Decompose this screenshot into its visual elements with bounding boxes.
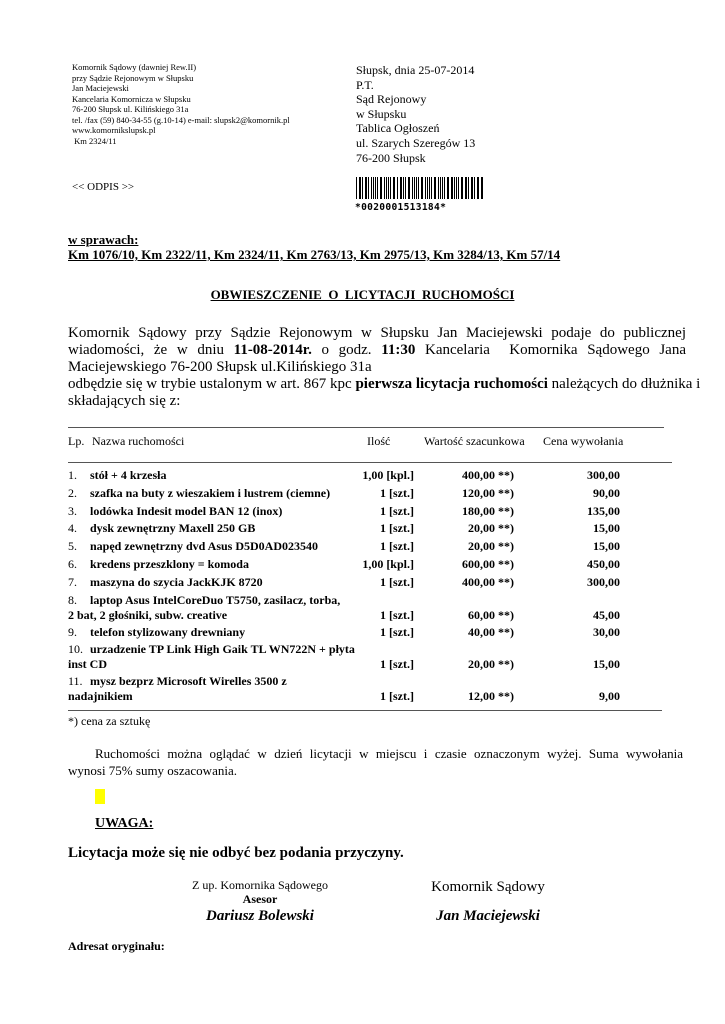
item-quantity: 1,00 [kpl.] [362,468,414,482]
table-row [68,521,628,537]
barcode-bar [434,177,436,199]
left-signer-title: Z up. Komornika Sądowego [192,878,328,892]
intro-line-2 [68,342,686,359]
cases-list: Km 1076/10, Km 2322/11, Km 2324/11, Km 2763/13, Km 2975/13, Km 3284/13, Km 57/14 [68,247,561,262]
intro-line-5: składających się z: [68,393,181,409]
row-number: 9. [68,624,77,639]
header-name: Nazwa ruchomości [92,434,185,448]
item-quantity: 1 [szt.] [380,607,414,622]
header-lp: Lp. [68,434,85,448]
item-quantity: 1 [szt.] [380,657,414,672]
row-number: 6. [68,557,77,571]
barcode-bar [373,177,374,199]
item-starting-price: 450,00 [587,557,620,571]
item-estimated-value: 20,00 **) [468,657,514,672]
barcode-bar [386,177,387,199]
table-row [68,575,628,591]
item-name: maszyna do szycia JackKJK 8720 [90,574,263,589]
row-number: 7. [68,574,77,589]
barcode-bar [356,177,357,199]
recipient-line: P.T. [356,77,374,92]
barcode-bar [451,177,453,199]
item-estimated-value: 400,00 **) [462,468,514,482]
row-number: 3. [68,503,77,518]
item-quantity: 1 [szt.] [380,485,414,500]
office-line: Kancelaria Komornicza w Słupsku [72,93,191,104]
table-row [68,504,628,520]
item-starting-price: 9,00 [599,689,620,704]
place-date: Słupsk, dnia 25-07-2014 [356,63,475,77]
row-number: 11. [68,674,83,689]
barcode-bar [359,177,361,199]
table-row [68,468,628,484]
intro-text: o godz. [311,342,382,358]
item-name-continued: 2 bat, 2 głośniki, subw. creative [68,607,228,622]
item-starting-price: 30,00 [593,624,620,639]
table-bottom-rule [68,710,662,711]
notice-title: OBWIESZCZENIE O LICYTACJI RUCHOMOŚCI [210,287,515,302]
note-line-2: wynosi 75% sumy oszacowania. [68,763,237,778]
row-number: 1. [68,468,77,482]
header-price: Cena wywołania [543,434,624,448]
barcode-bar [421,177,423,199]
item-starting-price: 300,00 [587,468,620,482]
row-number: 4. [68,521,77,536]
barcode-bar [400,177,402,199]
item-estimated-value: 120,00 **) [462,485,514,500]
barcode-bar [429,177,430,199]
office-line: przy Sądzie Rejonowym w Słupsku [72,72,194,83]
item-name-continued: nadajnikiem [68,689,133,704]
table-header [68,434,628,450]
item-starting-price: 15,00 [593,657,620,672]
recipient-block [356,63,576,165]
signature-left [150,878,370,926]
barcode-bar [368,177,369,199]
item-estimated-value: 180,00 **) [462,503,514,518]
item-starting-price: 135,00 [587,503,620,518]
barcode-bar [416,177,417,199]
note-line-1: Ruchomości można oglądać w dzień licytacji w miejscu i czasie oznaczonym wyżej. Suma wywołania [95,746,683,761]
item-quantity: 1 [szt.] [380,624,414,639]
barcode-bar [412,177,413,199]
item-estimated-value: 40,00 **) [468,624,514,639]
office-header [72,62,322,146]
addressee-label: Adresat oryginału: [68,939,165,953]
row-number: 8. [68,592,77,607]
barcode-bar [365,177,367,199]
intro-text: należących do dłużnika i [547,376,701,392]
barcode-bar [471,177,473,199]
left-signer-role: Asesor [242,892,278,906]
intro-line-4 [68,376,701,393]
barcode-bar [375,177,376,199]
item-quantity: 1,00 [kpl.] [362,557,414,571]
item-quantity: 1 [szt.] [380,521,414,536]
right-signer-title: Komornik Sądowy [431,879,545,895]
barcode-bar [442,177,443,199]
barcode-bar [456,177,457,199]
barcode-bar [393,177,395,199]
intro-line-1: Komornik Sądowy przy Sądzie Rejonowym w Słupsku Jan Maciejewski podaje do publicznej [68,325,686,341]
item-name: urzadzenie TP Link High Gaik TL WN722N + płyta [90,642,355,657]
item-name: kredens przeszklony = komoda [90,557,249,571]
row-number: 2. [68,485,77,500]
auction-time: 11:30 [381,342,416,358]
item-name-continued: inst CD [68,657,108,672]
item-estimated-value: 60,00 **) [468,607,514,622]
item-quantity: 1 [szt.] [380,539,414,554]
recipient-line: Tablica Ogłoszeń [356,121,440,136]
intro-text: Kancelaria Komornika Sądowego Jana [415,342,686,358]
item-estimated-value: 400,00 **) [462,574,514,589]
table-row [68,539,628,555]
barcode-bar [474,177,475,199]
item-starting-price: 15,00 [593,539,620,554]
item-estimated-value: 20,00 **) [468,521,514,536]
copy-mark: << ODPIS >> [72,181,135,193]
viewing-note [68,745,683,779]
barcode-bar [461,177,463,199]
barcode-bar [477,177,479,199]
intro-paragraph [68,325,701,410]
table-header-rule [68,462,672,463]
barcode-bar [371,177,372,199]
item-estimated-value: 12,00 **) [468,689,514,704]
barcode-bar [362,177,363,199]
barcode-bar [390,177,391,199]
table-row [68,486,628,502]
recipient-line: Sąd Rejonowy [356,92,427,107]
barcode-bar [438,177,439,199]
office-line: www.komornikslupsk.pl [72,125,156,135]
barcode-bar [444,177,445,199]
barcode-bars [355,177,483,199]
office-line: 76-200 Słupsk ul. Kilińskiego 31a [72,104,189,114]
item-name: stół + 4 krzesła [90,468,167,482]
auction-type: pierwsza licytacja ruchomości [355,376,548,392]
header-qty: Ilość [367,434,391,448]
auction-date: 11-08-2014r. [233,342,312,358]
barcode-bar [454,177,455,199]
barcode-bar [458,177,459,199]
barcode-bar [405,177,406,199]
footnote: *) cena za sztukę [68,714,151,728]
office-line: Jan Maciejewski [72,83,129,93]
row-number: 10. [68,642,83,657]
barcode-bar [403,177,404,199]
barcode-bar [431,177,432,199]
item-starting-price: 300,00 [587,574,620,589]
barcode-bar [388,177,389,199]
item-name: szafka na buty z wieszakiem i lustrem (ciemne) [90,485,331,500]
item-estimated-value: 600,00 **) [462,557,514,571]
office-line: Komornik Sądowy (dawniej Rew.II) [72,62,197,72]
recipient-line: w Słupsku [356,106,407,121]
item-name: mysz bezprz Microsoft Wirelles 3500 z [90,674,287,689]
barcode-bar [427,177,428,199]
item-quantity: 1 [szt.] [380,689,414,704]
intro-text: odbędzie się w trybie ustalonym w art. 867 kpc [68,376,356,392]
item-starting-price: 15,00 [593,521,620,536]
recipient-line: ul. Szarych Szeregów 13 [356,135,476,150]
item-starting-price: 45,00 [593,607,620,622]
barcode-bar [425,177,426,199]
table-row [68,674,628,706]
highlight-mark [95,789,105,804]
table-row [68,557,628,573]
item-name: lodówka Indesit model BAN 12 (inox) [90,503,283,518]
row-number: 5. [68,539,77,554]
barcode-bar [380,177,382,199]
barcode-bar [397,177,398,199]
barcode-bar [481,177,483,199]
item-quantity: 1 [szt.] [380,503,414,518]
warning-text: Licytacja może się nie odbyć bez podania przyczyny. [68,845,404,861]
barcode-bar [408,177,410,199]
item-name: telefon stylizowany drewniany [90,624,246,639]
barcode-bar [384,177,385,199]
right-signer-name: Jan Maciejewski [436,908,540,924]
office-case-ref: Km 2324/11 [72,135,117,146]
signature-right [378,877,598,926]
item-starting-price: 90,00 [593,485,620,500]
item-name: napęd zewnętrzny dvd Asus D5D0AD023540 [90,539,319,554]
recipient-line: 76-200 Słupsk [356,150,426,165]
warning-label: UWAGA: [95,816,154,831]
barcode-bar [440,177,441,199]
intro-text: wiadomości, że w dniu [68,342,234,358]
table-top-rule [68,427,664,428]
item-name: laptop Asus IntelCoreDuo T5750, zasilacz, torba, [90,592,341,607]
item-name: dysk zewnętrzny Maxell 250 GB [90,521,256,536]
barcode-text: *0020001513184* [355,202,447,213]
table-row [68,593,628,625]
barcode-bar [468,177,469,199]
table-row [68,642,628,674]
left-signer-name: Dariusz Bolewski [206,908,314,924]
barcode [355,177,483,213]
header-value: Wartość szacunkowa [424,434,525,448]
table-row [68,625,628,641]
item-estimated-value: 20,00 **) [468,539,514,554]
barcode-bar [465,177,467,199]
cases-label: w sprawach: [68,232,139,247]
item-quantity: 1 [szt.] [380,574,414,589]
barcode-bar [447,177,449,199]
barcode-bar [414,177,415,199]
office-line: tel. /fax (59) 840-34-55 (g.10-14) e-mail: slupsk2@komornik.pl [72,114,290,125]
barcode-bar [418,177,419,199]
barcode-bar [377,177,378,199]
intro-line-3: Maciejewskiego 76-200 Słupsk ul.Kilińskiego 31a [68,359,372,375]
